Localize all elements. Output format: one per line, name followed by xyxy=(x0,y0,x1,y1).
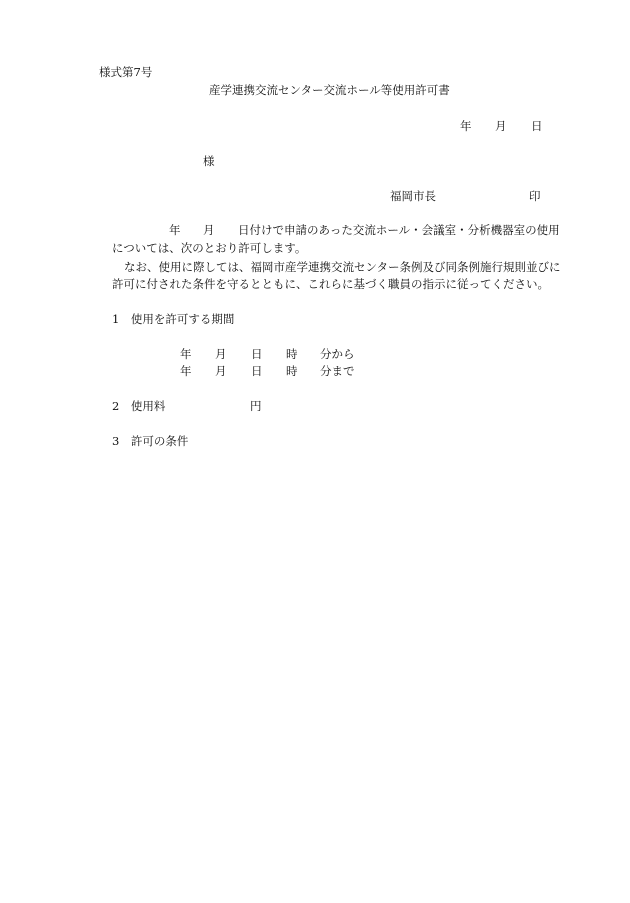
period-from-year: 年 xyxy=(180,347,192,361)
period-to-hour: 時 xyxy=(286,364,298,378)
fee-unit: 円 xyxy=(250,399,262,413)
period-to-row xyxy=(0,363,630,379)
period-to-year: 年 xyxy=(180,364,192,378)
issuer-seal: 印 xyxy=(529,189,541,203)
period-from-hour: 時 xyxy=(286,347,298,361)
paragraph1-year: 年 xyxy=(169,223,181,237)
document-title: 産学連携交流センター交流ホール等使用許可書 xyxy=(209,83,450,97)
paragraph2-line1: なお、使用に際しては、福岡市産学連携交流センター条例及び同条例施行規則並びに xyxy=(124,260,561,274)
recipient-suffix: 様 xyxy=(203,154,215,168)
paragraph1-line1 xyxy=(0,222,630,238)
section-period-heading: 1 使用を許可する期間 xyxy=(112,312,235,326)
paragraph1-month: 月 xyxy=(203,223,215,237)
date-day-label: 日 xyxy=(531,119,543,133)
paragraph1-rest: 日付けで申請のあった交流ホール・会議室・分析機器室の使用 xyxy=(238,223,560,237)
period-to-day: 日 xyxy=(251,364,263,378)
period-from-day: 日 xyxy=(251,347,263,361)
issuer-name: 福岡市長 xyxy=(390,189,436,203)
section-conditions-heading: 3 許可の条件 xyxy=(112,434,189,448)
section-fee-heading: 2 使用料 xyxy=(112,399,166,413)
period-to-minute: 分まで xyxy=(320,364,355,378)
period-from-row xyxy=(0,346,630,362)
date-year-label: 年 xyxy=(460,119,472,133)
period-to-month: 月 xyxy=(215,364,227,378)
issuer-row xyxy=(0,188,630,204)
date-header xyxy=(0,118,630,134)
date-month-label: 月 xyxy=(495,119,507,133)
period-from-month: 月 xyxy=(215,347,227,361)
paragraph2-line2: 許可に付された条件を守るとともに、これらに基づく職員の指示に従ってください。 xyxy=(112,277,549,291)
period-from-minute: 分から xyxy=(320,347,355,361)
paragraph1-line2: については、次のとおり許可します。 xyxy=(112,241,307,255)
form-number: 様式第7号 xyxy=(99,65,153,79)
